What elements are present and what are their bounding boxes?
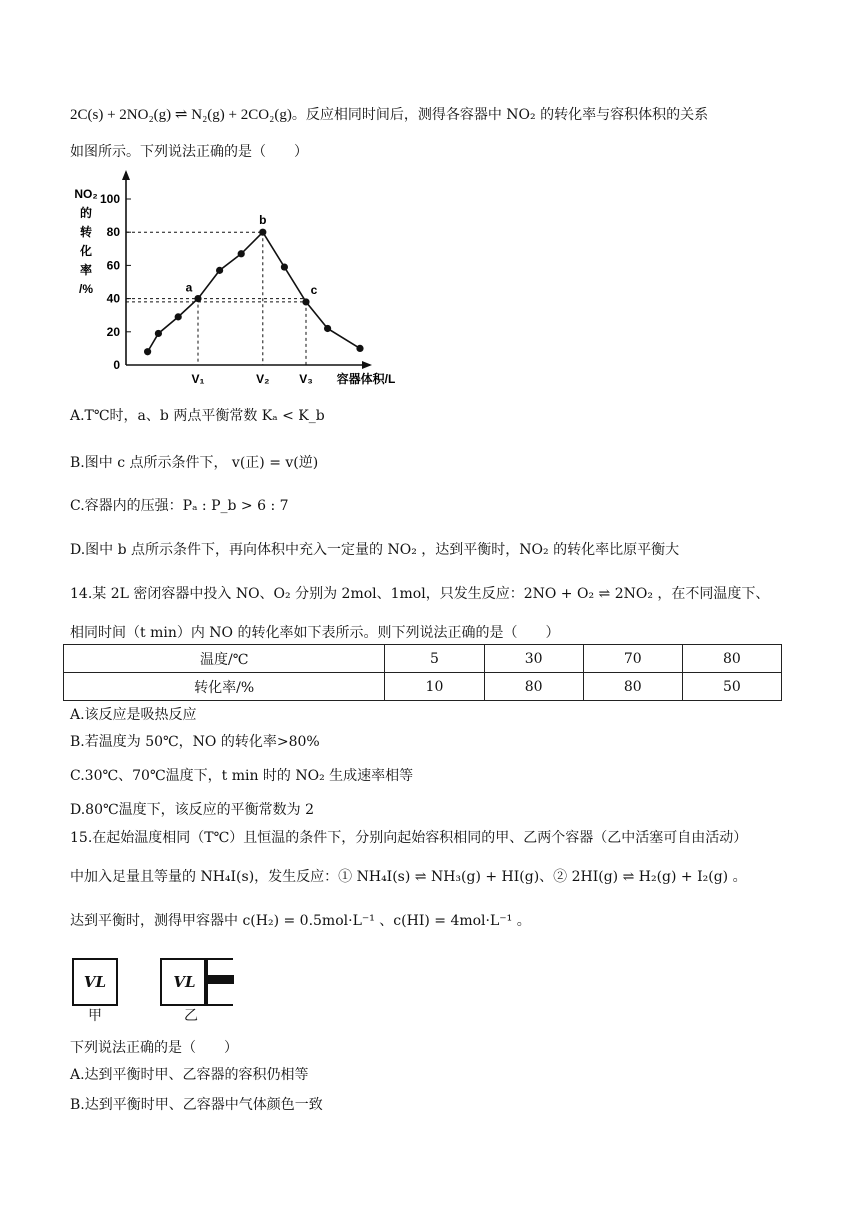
y-axis-label: 化 — [79, 244, 93, 258]
q13-option-b: B.图中 c 点所示条件下， v(正) = v(逆) — [70, 455, 319, 471]
table-cell: 50 — [682, 673, 781, 701]
q14-option-a: A.该反应是吸热反应 — [70, 707, 197, 723]
y-tick-label: 100 — [99, 192, 120, 206]
point-label: c — [310, 282, 318, 297]
point-label: b — [259, 213, 267, 228]
y-axis-label: 的 — [79, 206, 93, 220]
data-point — [155, 330, 162, 337]
data-point — [144, 348, 151, 355]
y-tick-label: 60 — [106, 258, 120, 273]
data-point — [259, 229, 266, 236]
y-axis-label: NO₂ — [74, 187, 98, 201]
conversion-table — [63, 644, 782, 701]
q14-stem-2: 相同时间（t min）内 NO 的转化率如下表所示。则下列说法正确的是（ ） — [70, 625, 560, 641]
y-tick-label: 80 — [106, 225, 120, 240]
q15-stem-3: 达到平衡时，测得甲容器中 c(H₂) = 0.5mol·L⁻¹ 、c(HI) = 4mol·L⁻¹ 。 — [70, 913, 531, 929]
reaction-equation: 2C(s) + 2NO₂(g) ⇌ N₂(g) + 2CO₂(g) — [70, 107, 292, 123]
y-tick-label: 0 — [113, 358, 120, 372]
conversion-volume-chart — [70, 168, 440, 390]
table-cell: 30 — [484, 645, 583, 673]
data-point — [216, 267, 223, 274]
q14-option-d: D.80℃温度下，该反应的平衡常数为 2 — [70, 802, 315, 818]
intro-line-2: 如图所示。下列说法正确的是（ ） — [70, 144, 308, 160]
table-cell: 10 — [385, 673, 484, 701]
y-tick-label: 20 — [106, 324, 120, 339]
x-axis-label: 容器体积/L — [336, 372, 396, 386]
intro-text: 。反应相同时间后，测得各容器中 NO₂ 的转化率与容积体积的关系 — [291, 107, 709, 123]
point-label: a — [185, 280, 193, 295]
q14-stem: 14.某 2L 密闭容器中投入 NO、O₂ 分别为 2mol、1mol，只发生反应：2NO + O₂ ⇌ 2NO₂ ，在不同温度下、 — [70, 586, 770, 602]
q13-option-a: A.T℃时，a、b 两点平衡常数 Kₐ < K_b — [70, 408, 325, 424]
q15-prompt: 下列说法正确的是（ ） — [70, 1040, 238, 1056]
data-point — [238, 250, 245, 257]
vessel-yi-label: 乙 — [184, 1008, 198, 1024]
data-point — [324, 325, 331, 332]
q15-option-b: B.达到平衡时甲、乙容器中气体颜色一致 — [70, 1097, 323, 1113]
y-axis-label: 转 — [79, 225, 93, 239]
table-cell: 80 — [484, 673, 583, 701]
piston-rod — [208, 975, 234, 984]
vessel-jia-label: 甲 — [88, 1008, 102, 1024]
data-point — [356, 345, 363, 352]
y-axis-arrow — [122, 170, 130, 180]
data-point — [175, 313, 182, 320]
x-axis-arrow — [362, 361, 372, 369]
q13-option-d: D.图中 b 点所示条件下，再向体积中充入一定量的 NO₂ ，达到平衡时，NO₂ 的转化率比原平衡大 — [70, 542, 680, 558]
q15-stem: 15.在起始温度相同（T℃）且恒温的条件下，分别向起始容积相同的甲、乙两个容器（乙中活塞可自由活动） — [70, 830, 748, 846]
table-row — [64, 645, 782, 673]
vessel-volume-label: VL — [173, 973, 196, 991]
y-axis-label: /% — [78, 282, 94, 296]
vessel-volume-label: VL — [83, 973, 107, 991]
table-header-cell: 温度/℃ — [64, 645, 385, 673]
q15-stem-2: 中加入足量且等量的 NH₄I(s)，发生反应：① NH₄I(s) ⇌ NH₃(g) + HI(g)、② 2HI(g) ⇌ H₂(g) + I₂(g) 。 — [70, 869, 747, 885]
data-point — [302, 298, 309, 305]
x-tick-label: V₂ — [256, 372, 270, 386]
vessel-yi — [160, 958, 207, 1006]
y-axis-label: 率 — [79, 263, 93, 277]
intro-line-1 — [70, 104, 708, 126]
vessel-jia — [72, 958, 118, 1006]
y-tick-label: 40 — [106, 291, 120, 306]
x-tick-label: V₃ — [299, 372, 313, 386]
data-point — [194, 295, 201, 302]
table-row — [64, 673, 782, 701]
table-header-cell: 转化率/% — [64, 673, 385, 701]
table-cell: 80 — [682, 645, 781, 673]
q14-option-c: C.30℃、70℃温度下，t min 时的 NO₂ 生成速率相等 — [70, 768, 414, 784]
q13-option-c: C.容器内的压强：Pₐ : P_b > 6 : 7 — [70, 498, 289, 514]
series-line — [148, 232, 360, 352]
x-tick-label: V₁ — [191, 372, 205, 386]
data-point — [281, 263, 288, 270]
q15-option-a: A.达到平衡时甲、乙容器的容积仍相等 — [70, 1067, 309, 1083]
table-cell: 80 — [583, 673, 682, 701]
table-cell: 70 — [583, 645, 682, 673]
q14-option-b: B.若温度为 50℃，NO 的转化率>80% — [70, 734, 320, 750]
table-cell: 5 — [385, 645, 484, 673]
